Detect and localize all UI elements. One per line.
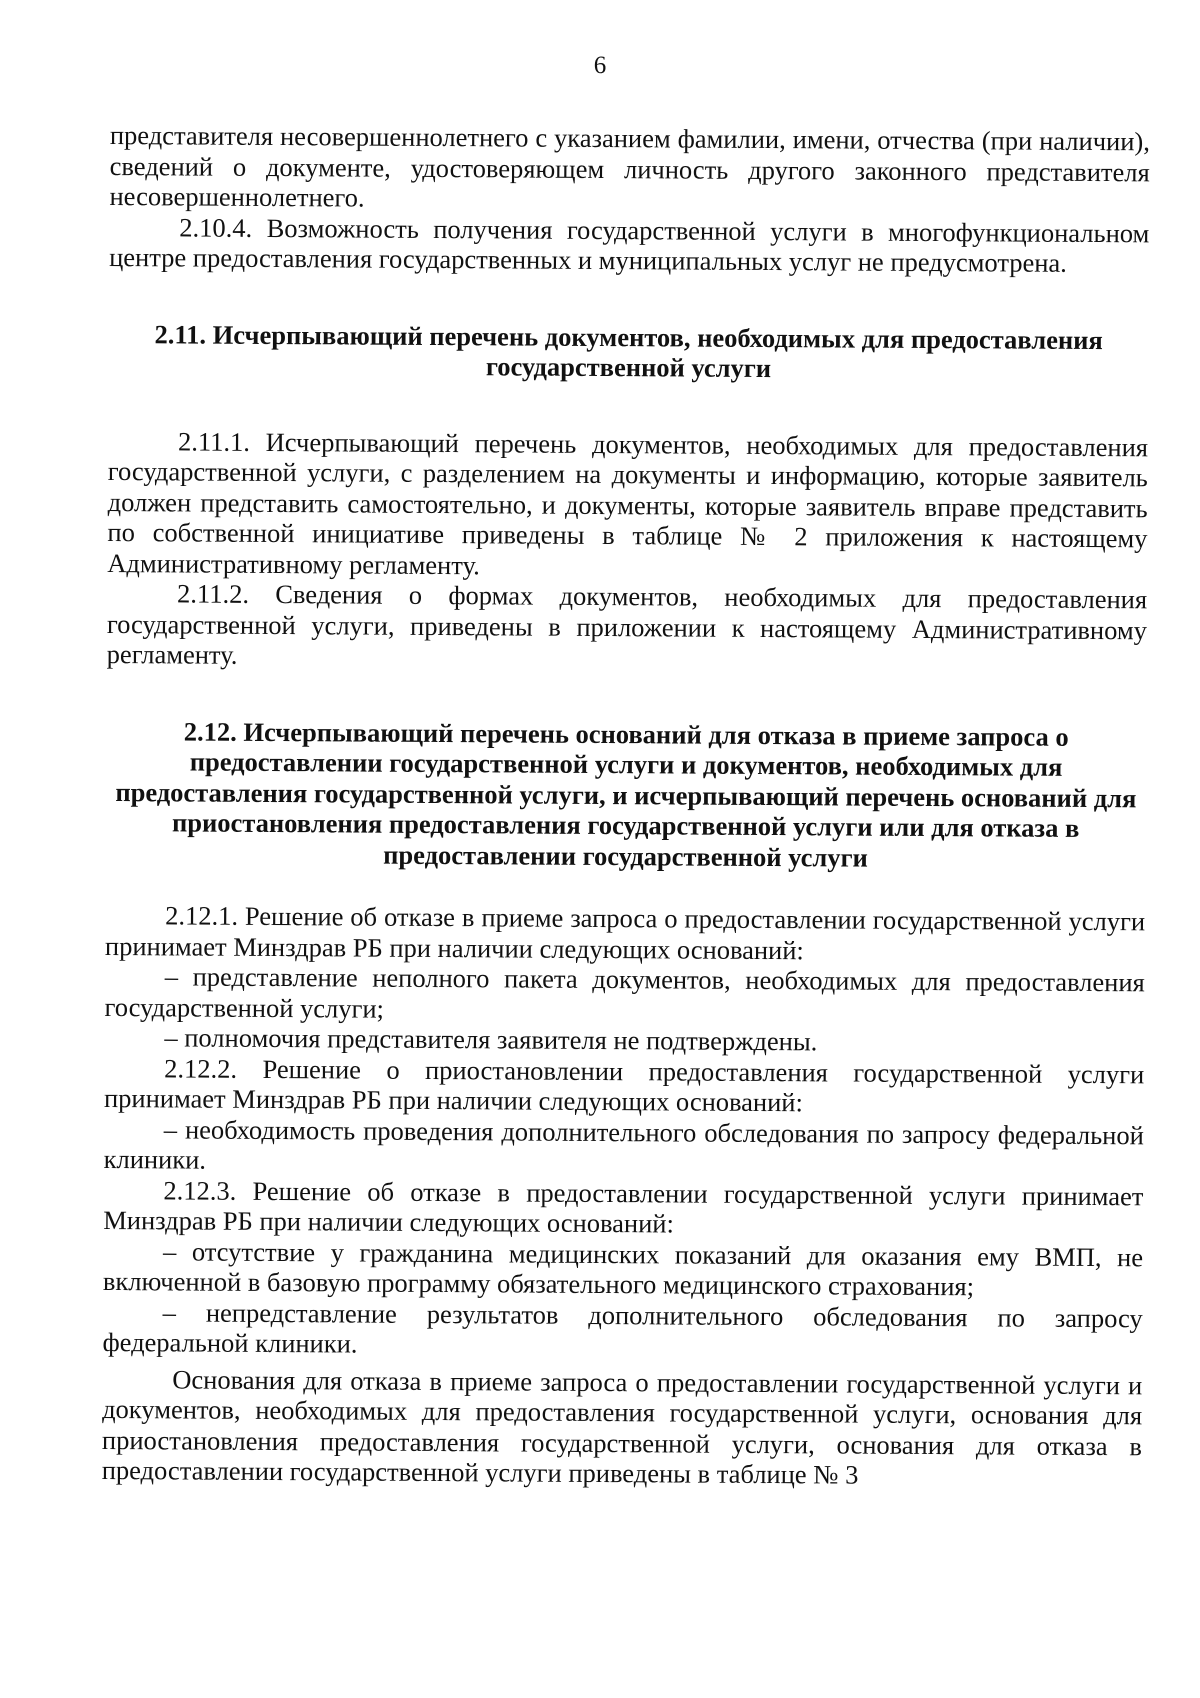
paragraph-2-12-2: 2.12.2. Решение о приостановлении предоставления государственной услуги принимает Минздрав РБ при наличии следующих оснований: bbox=[103, 1052, 1145, 1118]
paragraph-2-10-4: 2.10.4. Возможность получения государственной услуги в многофункциональном центре предоставления государственных и муниципальных услуг не предусмотрена. bbox=[109, 211, 1150, 278]
page-number: 6 bbox=[593, 52, 607, 79]
list-item: – необходимость проведения дополнительного обследования по запросу федеральной клиники. bbox=[103, 1113, 1144, 1175]
list-item: – полномочия представителя заявителя не подтверждены. bbox=[164, 1022, 818, 1057]
paragraph-2-12-3: 2.12.3. Решение об отказе в предоставлении государственной услуги принимает Минздрав РБ при наличии следующих оснований: bbox=[103, 1174, 1144, 1239]
list-item: – отсутствие у гражданина медицинских показаний для оказания ему ВМП, не включенной в базовую программу обязательного медицинского страхования; bbox=[102, 1235, 1144, 1302]
paragraph-2-11-1: 2.11.1. Исчерпывающий перечень документов, необходимых для предоставления государственной услуги, с разделением на документы и информацию, которые заявитель должен представить самостоятельно, и документы, которые заявитель вправе представить по собственной инициативе приведены в таблице № 2 приложения к настоящему Административному регламенту. bbox=[107, 425, 1149, 580]
paragraph-grounds-summary: Основания для отказа в приеме запроса о предоставлении государственной услуги и документов, необходимых для предоставления государственной услуги, основания для приостановления предоставления государственной услуги, основания для отказа в предоставлении государственной услуги приведены в таблице № 3 bbox=[101, 1363, 1143, 1490]
paragraph-2-11-2: 2.11.2. Сведения о формах документов, необходимых для предоставления государственной услуги, приведены в приложении к настоящему Административному регламенту. bbox=[106, 578, 1148, 670]
list-item: – непредставление результатов дополнительного обследования по запросу федеральной клиники. bbox=[102, 1296, 1143, 1359]
heading-2-12: 2.12. Исчерпывающий перечень оснований для отказа в приеме запроса о предоставлении государственной услуги и документов, необходимых для предоставления государственной услуги, и исчерпывающий перечень оснований для приостановления предоставления государственной услуги или для отказа в предоставлении государственной услуги bbox=[115, 715, 1137, 873]
list-item: – представление неполного пакета документов, необходимых для предоставления государственной услуги; bbox=[104, 961, 1145, 1024]
document-body bbox=[102, 120, 1150, 1492]
heading-2-11: 2.11. Исчерпывающий перечень документов, необходимых для предоставления государственной услуги bbox=[154, 318, 1103, 384]
paragraph-2-12-1: 2.12.1. Решение об отказе в приеме запроса о предоставлении государственной услуги принимает Минздрав РБ при наличии следующих оснований: bbox=[104, 900, 1146, 965]
paragraph-continuation: представителя несовершеннолетнего с указанием фамилии, имени, отчества (при наличии), сведений о документе, удостоверяющем личность другого законного представителя несовершеннолетнего. bbox=[109, 120, 1150, 213]
